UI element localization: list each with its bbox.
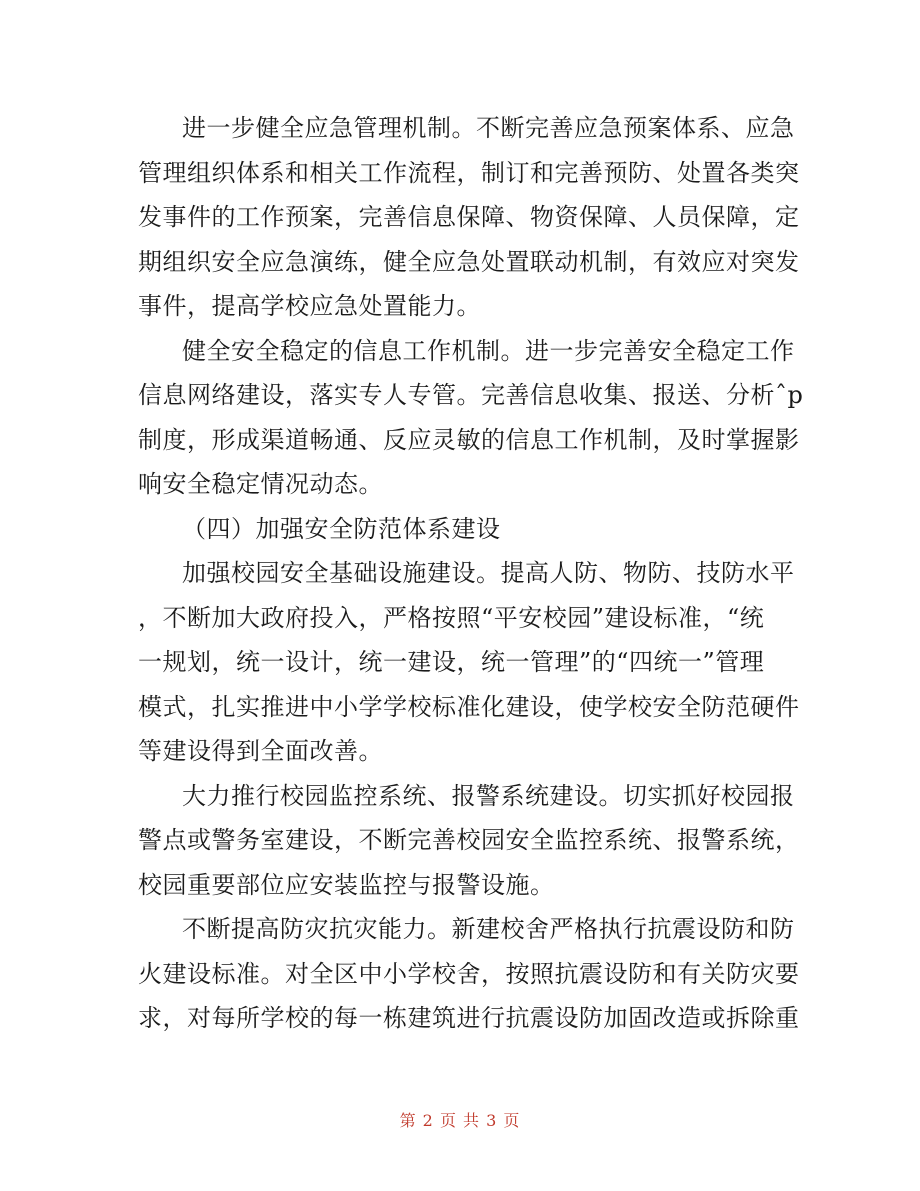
paragraph-line: 警点或警务室建设，不断完善校园安全监控系统、报警系统， — [138, 826, 800, 854]
paragraph-line: 事件，提高学校应急处置能力。 — [138, 292, 481, 320]
paragraph-line: 制度，形成渠道畅通、反应灵敏的信息工作机制，及时掌握影 — [138, 425, 800, 454]
paragraph-line: 大力推行校园监控系统、报警系统建设。切实抓好校园报 — [182, 781, 795, 810]
paragraph-line: 健全安全稳定的信息工作机制。进一步完善安全稳定工作 — [182, 336, 795, 365]
paragraph-line: 不断提高防灾抗灾能力。新建校舍严格执行抗震设防和防 — [182, 915, 795, 943]
paragraph-line: 模式，扎实推进中小学学校标准化建设，使学校安全防范硬件 — [138, 692, 800, 721]
paragraph-line: 等建设得到全面改善。 — [138, 737, 383, 765]
paragraph-line: ，不断加大政府投入，严格按照“平安校园”建设标准，“统 — [138, 603, 765, 632]
paragraph-line: 管理组织体系和相关工作流程，制订和完善预防、处置各类突 — [138, 158, 800, 187]
paragraph-line: 信息网络建设，落实专人专管。完善信息收集、报送、分析ˆp — [138, 381, 804, 409]
paragraph-line: 一规划，统一设计，统一建设，统一管理”的“四统一”管理 — [138, 648, 765, 676]
paragraph-line: 进一步健全应急管理机制。不断完善应急预案体系、应急 — [182, 114, 795, 142]
page-number-footer: 第 2 页 共 3 页 — [399, 1111, 521, 1130]
paragraph-line: 响安全稳定情况动态。 — [138, 470, 383, 498]
paragraph-line: 加强校园安全基础设施建设。提高人防、物防、技防水平 — [182, 559, 795, 587]
paragraph-line: 期组织安全应急演练，健全应急处置联动机制，有效应对突发 — [138, 247, 800, 276]
paragraph-line: 校园重要部位应安装监控与报警设施。 — [138, 870, 555, 899]
paragraph-line: 求，对每所学校的每一栋建筑进行抗震设防加固改造或拆除重 — [138, 1004, 800, 1032]
document-body — [138, 106, 804, 1041]
section-heading: （四）加强安全防范体系建设 — [182, 514, 501, 543]
paragraph-line: 火建设标准。对全区中小学校舍，按照抗震设防和有关防灾要 — [138, 959, 800, 988]
paragraph-line: 发事件的工作预案，完善信息保障、物资保障、人员保障，定 — [138, 203, 800, 231]
